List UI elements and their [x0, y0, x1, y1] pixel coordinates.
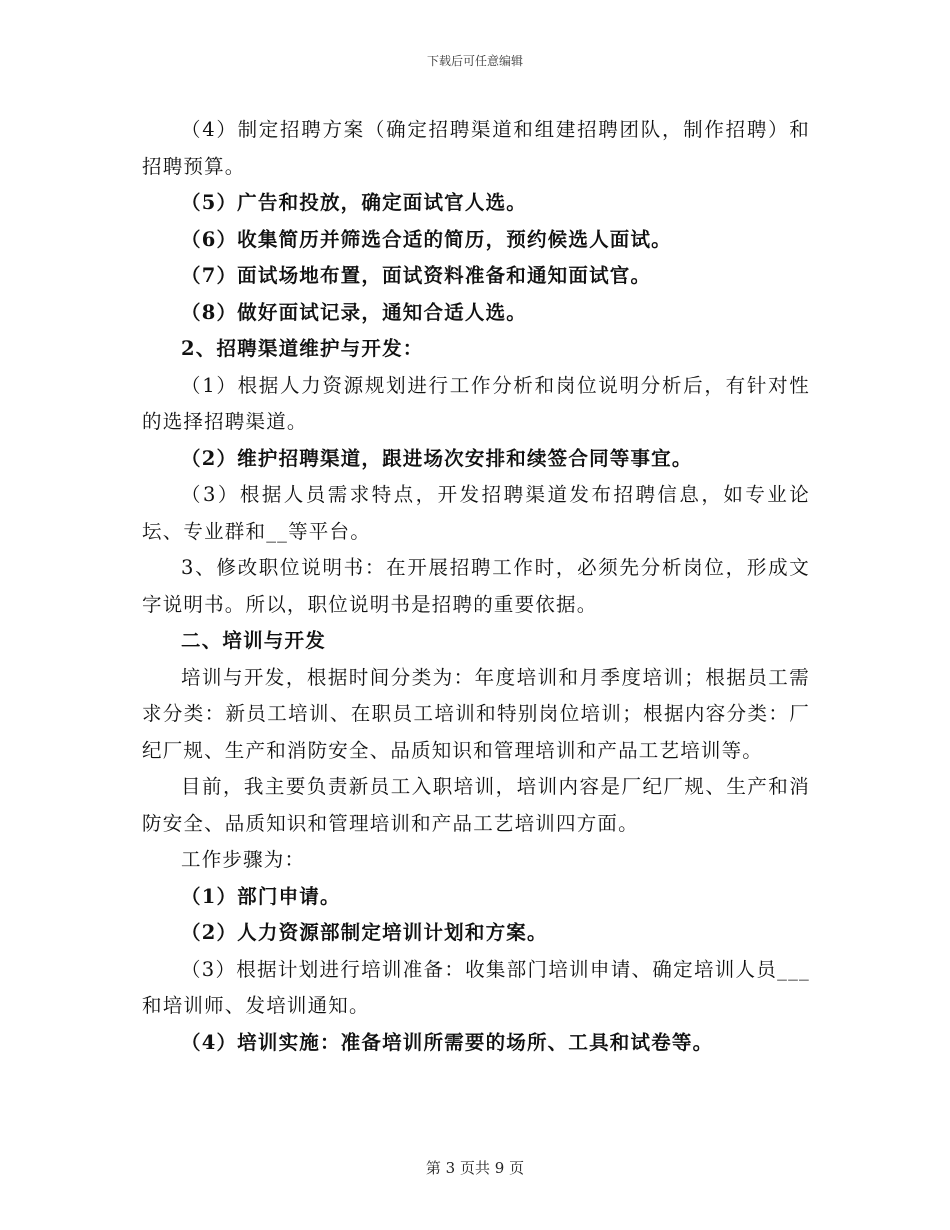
paragraph-step-4: （4）培训实施：准备培训所需要的场所、工具和试卷等。 [181, 1030, 714, 1054]
paragraph-4-recruit-plan: （4）制定招聘方案（确定招聘渠道和组建招聘团队，制作招聘）和招聘预算。 [142, 118, 810, 178]
paragraph-5-advertise: （5）广告和投放，确定面试官人选。 [181, 191, 527, 214]
paragraph-training-categories: 培训与开发，根据时间分类为：年度培训和月季度培训；根据员工需求分类：新员工培训、在职员工培训和特别岗位培训；根据内容分类：厂纪厂规、生产和消防安全、品质知识和管理培训和产品工艺培训等。 [142, 665, 810, 762]
page-footer: 第 3 页共 9 页 [425, 1159, 525, 1177]
paragraph-job-description: 3、修改职位说明书：在开展招聘工作时，必须先分析岗位，形成文字说明书。所以，职位说明书是招聘的重要依据。 [142, 556, 810, 616]
paragraph-8-record: （8）做好面试记录，通知合适人选。 [181, 300, 527, 324]
paragraph-step-3: （3）根据计划进行培训准备：收集部门培训申请、确定培训人员___和培训师、发培训通知。 [142, 957, 810, 1017]
document-body [142, 112, 810, 1061]
paragraph-channel-1: （1）根据人力资源规划进行工作分析和岗位说明分析后，有针对性的选择招聘渠道。 [142, 373, 810, 433]
paragraph-channel-2: （2）维护招聘渠道，跟进场次安排和续签合同等事宜。 [181, 446, 693, 470]
paragraph-6-resume: （6）收集简历并筛选合适的简历，预约候选人面试。 [181, 227, 672, 251]
paragraph-steps-intro: 工作步骤为： [181, 848, 306, 871]
paragraph-7-venue: （7）面试场地布置，面试资料准备和通知面试官。 [181, 264, 652, 287]
paragraph-step-1: （1）部门申请。 [181, 884, 341, 908]
section-heading-training: 二、培训与开发 [181, 629, 326, 652]
paragraph-channel-3: （3）根据人员需求特点，开发招聘渠道发布招聘信息，如专业论坛、专业群和__等平台。 [142, 483, 810, 543]
paragraph-step-2: （2）人力资源部制定培训计划和方案。 [181, 921, 548, 944]
page-header: 下载后可任意编辑 [426, 54, 523, 68]
section-heading-channel: 2、招聘渠道维护与开发： [181, 337, 424, 360]
paragraph-training-current: 目前，我主要负责新员工入职培训，培训内容是厂纪厂规、生产和消防安全、品质知识和管理培训和产品工艺培训四方面。 [142, 775, 810, 835]
